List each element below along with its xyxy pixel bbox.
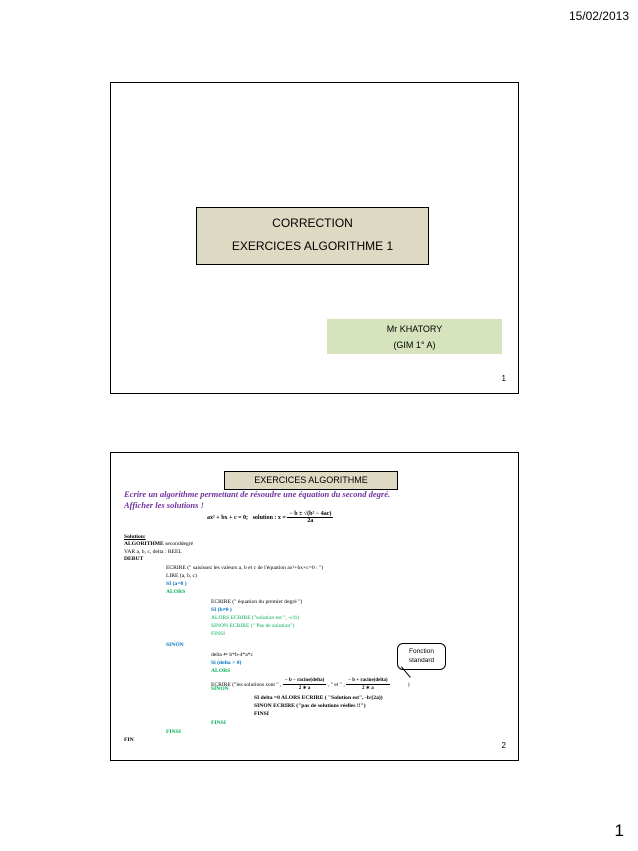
lire-line: LIRE (a, b, c) [166,573,197,579]
formula-numerator: − b ± √(b² − 4ac) [289,511,332,517]
finsi-delta-line: FINSI [211,720,226,726]
exercise-statement [124,489,390,511]
frac1 [283,677,326,692]
callout-line-1: Fonction [409,648,434,655]
fin-line: FIN [124,737,134,743]
sinon-reelles-line: SINON ECRIRE ("pas de solutions réelles !!") [254,703,366,709]
sinon-nosol-line: SINON ECRIRE (" Pas de solution") [211,623,295,629]
ecrire-prompt-line: ECRIRE (" saisissez les valeurs a, b et c de l'équation ax²+bx+c=0 : ") [166,565,324,571]
page-number: 1 [614,821,624,840]
slide-2 [110,452,519,761]
algo-keyword: ALGORITHME [124,541,164,547]
si-a-line: SI (a=0 ) [166,581,187,587]
frac2-den: 2 ∗ a [362,686,374,691]
si-b-line: SI (b≠0 ) [211,607,232,613]
slide-1 [110,82,519,394]
slide-1-number: 1 [501,374,506,383]
author-name: Mr KHATORY [386,324,443,334]
frac2 [346,677,389,692]
slide-1-title-line2: EXERCICES ALGORITHME 1 [231,239,394,253]
author-group: (GIM 1° A) [393,340,436,350]
statement-line-1: Ecrire un algorithme permettant de résoudre une équation du second degré. [124,489,391,499]
ecrire-sols-text: ECRIRE ("les solutions sont " , [211,681,282,688]
author-box [327,319,502,354]
finsi-deep-line: FINSI [254,711,269,717]
close-paren: ) [407,681,410,688]
algo-name: seconddegré [165,541,194,547]
frac1-num: − b − racine(delta) [284,678,325,683]
sinon-line: SINON [166,642,184,648]
frac1-den: 2 ∗ a [298,686,311,691]
si-delta-line: Si (delta > 0) [211,660,242,666]
finsi-outer-line: FINSI [166,729,181,735]
et-text: , " et " , [327,681,345,688]
slide-2-title: EXERCICES ALGORITHME [224,471,398,490]
callout-line-2: standard [408,657,435,664]
frac2-num: − b + racine(delta) [348,678,388,683]
formula-solution-label: solution : x = [252,514,286,521]
statement-line-2: Afficher les solutions ! [124,500,204,510]
si-delta0-line: SI delta =0 ALORS ECRIRE ( "Solution est", -b/(2a)) [254,695,383,701]
var-line: VAR a, b, c, delta : REEL [124,549,182,555]
formula-equation: ax² + bx + c = 0; [207,514,249,521]
callout-fonction-standard [397,643,446,670]
slide-1-title-box [196,207,429,265]
delta-line: delta ⇐ b*b-4*a*c [211,652,253,658]
alors-delta-line: ALORS [211,668,231,674]
alors-sol-line: ALORS ECRIRE ("solution est ", -c/b) [211,615,299,621]
header-date: 15/02/2013 [568,9,629,23]
finsi-inner-line: FINSI [211,631,225,637]
ecrire-premier-line: ECRIRE (" équation du premier degré ") [211,599,303,605]
slide-1-title-line1: CORRECTION [272,216,353,230]
alors-line: ALORS [166,589,186,595]
formula-fraction [287,511,333,524]
solution-label: Solution: [124,534,146,540]
ecrire-sols-line [211,677,410,692]
slide-2-number: 2 [501,741,506,750]
quadratic-formula [207,511,333,524]
formula-denominator: 2a [307,518,314,524]
debut-line: DEBUT [124,556,144,562]
algo-line [124,541,193,548]
sinon-delta-line: SINON [211,686,229,692]
